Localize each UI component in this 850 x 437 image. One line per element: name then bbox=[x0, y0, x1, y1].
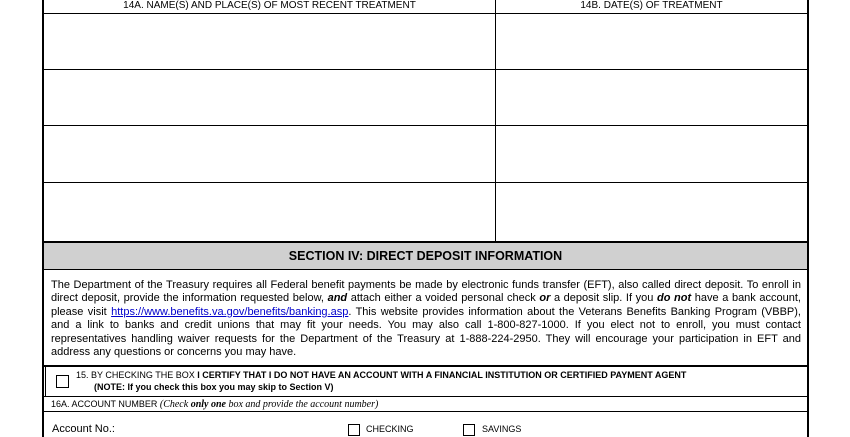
treatment-date-field-4[interactable] bbox=[496, 183, 807, 241]
emphasis-or: or bbox=[539, 292, 551, 305]
item15-bottom-border bbox=[44, 396, 807, 397]
item16a-instruction: box and provide the account number) bbox=[225, 399, 379, 410]
item15-top-border bbox=[44, 365, 807, 367]
treatment-name-field-4[interactable] bbox=[44, 183, 495, 241]
account-number-label: Account No.: bbox=[52, 423, 115, 435]
item16a-lead: 16A. ACCOUNT NUMBER bbox=[51, 399, 160, 409]
no-account-checkbox[interactable] bbox=[56, 375, 69, 388]
item16a-divider bbox=[44, 411, 807, 412]
checking-label: CHECKING bbox=[366, 424, 414, 434]
paragraph-text: The Department of the Treasury requires all Federal benefit payments be made by electronic funds transfer (EFT), also called direct deposit. To enroll in direct deposit, provide the information requested below, bbox=[51, 279, 801, 305]
paragraph-text: have a bank account, please visit bbox=[51, 292, 801, 318]
paragraph-text: attach either a voided personal check bbox=[347, 292, 540, 305]
treatment-name-field-2[interactable] bbox=[44, 70, 495, 125]
treatment-name-field-1[interactable] bbox=[44, 14, 495, 69]
form-page bbox=[42, 0, 809, 437]
item15-label bbox=[76, 369, 801, 381]
item15-certify-text: I CERTIFY THAT I DO NOT HAVE AN ACCOUNT WITH A FINANCIAL INSTITUTION OR CERTIFIED PAYMENT AGENT bbox=[197, 370, 687, 380]
account-number-field[interactable] bbox=[124, 423, 334, 436]
col-b-header: 14B. DATE(S) OF TREATMENT bbox=[580, 0, 723, 11]
treatment-name-field-3[interactable] bbox=[44, 126, 495, 182]
item16a-only-one: only one bbox=[190, 399, 226, 410]
treatment-date-field-3[interactable] bbox=[496, 126, 807, 182]
item15-note: (NOTE: If you check this box you may skip to Section V) bbox=[94, 382, 334, 392]
col-a-header: 14A. NAME(S) AND PLACE(S) OF MOST RECENT TREATMENT bbox=[123, 0, 416, 11]
treatment-date-field-2[interactable] bbox=[496, 70, 807, 125]
savings-label: SAVINGS bbox=[482, 424, 522, 434]
item16a-instruction: (Check bbox=[159, 399, 191, 410]
paragraph-text: a deposit slip. If you bbox=[550, 292, 657, 305]
section-title: SECTION IV: DIRECT DEPOSIT INFORMATION bbox=[44, 241, 807, 270]
emphasis-and: and bbox=[327, 292, 348, 305]
banking-link[interactable]: https://www.benefits.va.gov/benefits/banking.asp bbox=[111, 305, 349, 318]
paragraph-text: . This website provides information about the Veterans Benefits Banking Program (VBBP), and a link to banks and credit unions that may fit your needs. You may also call 1-800-827-1000. If you elect not to enroll, you must contact representatives handling waiver requests for the Department of the Treasury at 1-888-224-2950. They will encourage your participation in EFT and address any questions or concerns you may have. bbox=[51, 305, 801, 359]
direct-deposit-paragraph bbox=[51, 279, 801, 359]
item16a-label bbox=[51, 398, 378, 411]
item15-left-rule bbox=[45, 365, 46, 396]
treatment-date-field-1[interactable] bbox=[496, 14, 807, 69]
emphasis-do-not: do not bbox=[657, 292, 692, 305]
item15-lead: 15. BY CHECKING THE BOX bbox=[76, 370, 198, 380]
savings-checkbox[interactable] bbox=[463, 424, 475, 436]
checking-checkbox[interactable] bbox=[348, 424, 360, 436]
